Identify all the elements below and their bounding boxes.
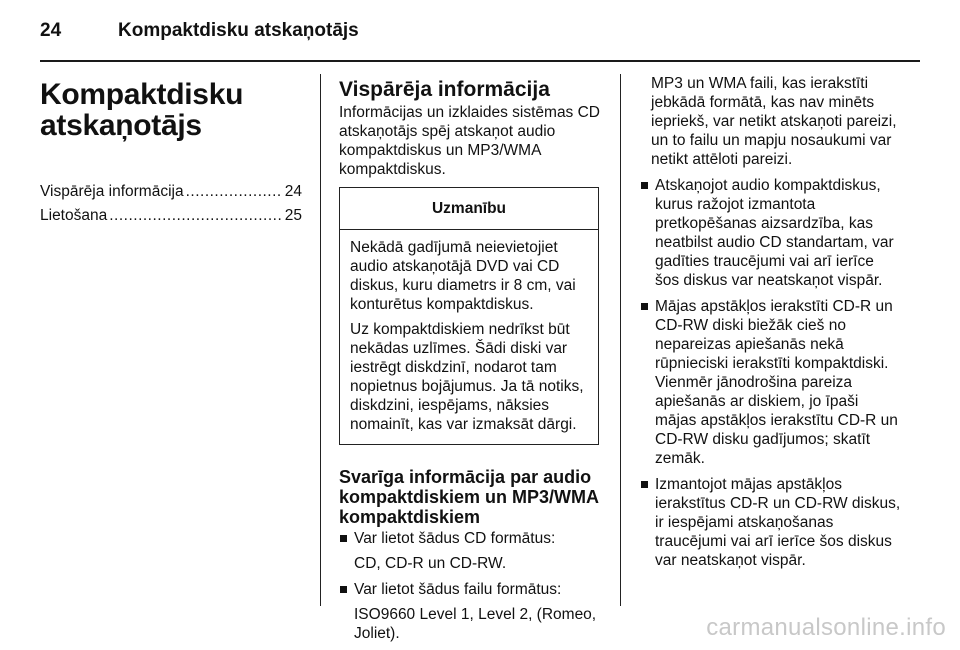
list-item: Var lietot šādus failu formātus: (339, 580, 601, 599)
chapter-title-line1: Kompaktdisku (40, 78, 244, 111)
format-list (339, 529, 601, 548)
page-header (40, 20, 920, 48)
list-item: Var lietot šādus CD formātus: (339, 529, 601, 548)
warning-heading: Uzmanību (340, 188, 598, 230)
format-list (339, 580, 601, 599)
running-title: Kompaktdisku atskaņotājs (118, 20, 359, 41)
list-item: Mājas apstākļos ierakstīti CD-R un CD-RW diski biežāk cieš no nepareizas apiešanās nekā rūpnieciski ierakstīti kompaktdiski. Vienmēr jānodrošina pareiza apiešanās ar diskiem, jo īpaši mājas apstākļos ierakstītu CD-R un CD-RW disku gadījumos; skatīt zemāk. (640, 297, 902, 468)
warning-box (339, 187, 599, 445)
toc-entry-usage[interactable] (40, 207, 302, 231)
toc-leader-dots (186, 183, 283, 201)
chapter-column (40, 74, 302, 231)
toc-entry-page: 24 (284, 183, 302, 200)
list-item-detail: CD, CD-R un CD-RW. (354, 555, 507, 572)
content-column-right (640, 74, 902, 577)
watermark: carmanualsonline.info (706, 614, 946, 641)
toc-entry-page: 25 (284, 207, 302, 224)
column-divider (620, 74, 621, 606)
content-column-middle (339, 74, 601, 650)
section-intro: Informācijas un izklaides sistēmas CD atskaņotājs spēj atskaņot audio kompaktdiskus un MP3/WMA kompaktdiskus. (339, 104, 601, 178)
warning-paragraph: Nekādā gadījumā neievietojiet audio atskaņotājā DVD vai CD diskus, kuru diametrs ir 8 cm, vai konturētus kompaktdiskus. (350, 239, 576, 313)
toc-entry-label: Lietošana (40, 207, 108, 224)
toc-entry-general-info[interactable] (40, 183, 302, 207)
list-item: Atskaņojot audio kompaktdiskus, kurus ražojot izmantota pretkopēšanas aizsardzība, kas neatbilst audio CD standartam, var gadīties traucējumi vai arī ierīce šos diskus var neatskaņot vispār. (640, 176, 902, 290)
list-item-detail: ISO9660 Level 1, Level 2, (Romeo, Joliet). (354, 606, 597, 642)
toc-leader-dots (109, 207, 283, 225)
notes-list (640, 176, 902, 570)
header-rule (40, 60, 920, 62)
toc-entry-label: Vispārēja informācija (40, 183, 184, 200)
warning-paragraph: Uz kompaktdiskiem nedrīkst būt nekādas uzlīmes. Šādi diski var iestrēgt diskdzinī, nodarot tam nopietnus bojājumus. Ja tā notiks, diskdzini, iespējams, nāksies nomainīt, kas var izmaksāt dārgi. (350, 321, 584, 433)
chapter-title (40, 79, 302, 141)
page-number: 24 (40, 20, 62, 41)
column-divider (320, 74, 321, 606)
list-item: Izmantojot mājas apstākļos ierakstītus CD-R un CD-RW diskus, ir iespējami atskaņošanas traucējumi vai arī ierīce šos diskus var neatskaņot vispār. (640, 475, 902, 570)
subsection-title: Svarīga informācija par audio kompaktdiskiem un MP3/WMA kompaktdiskiem (339, 467, 599, 527)
chapter-title-line2: atskaņotājs (40, 109, 202, 142)
table-of-contents (40, 183, 302, 231)
warning-body (340, 230, 598, 444)
section-title: Vispārēja informācija (339, 78, 550, 101)
continuation-text: MP3 un WMA faili, kas ierakstīti jebkādā formātā, kas nav minēts iepriekš, var netikt atskaņoti pareizi, un to failu un mapju nosaukumi var netikt attēloti pareizi. (651, 75, 897, 168)
